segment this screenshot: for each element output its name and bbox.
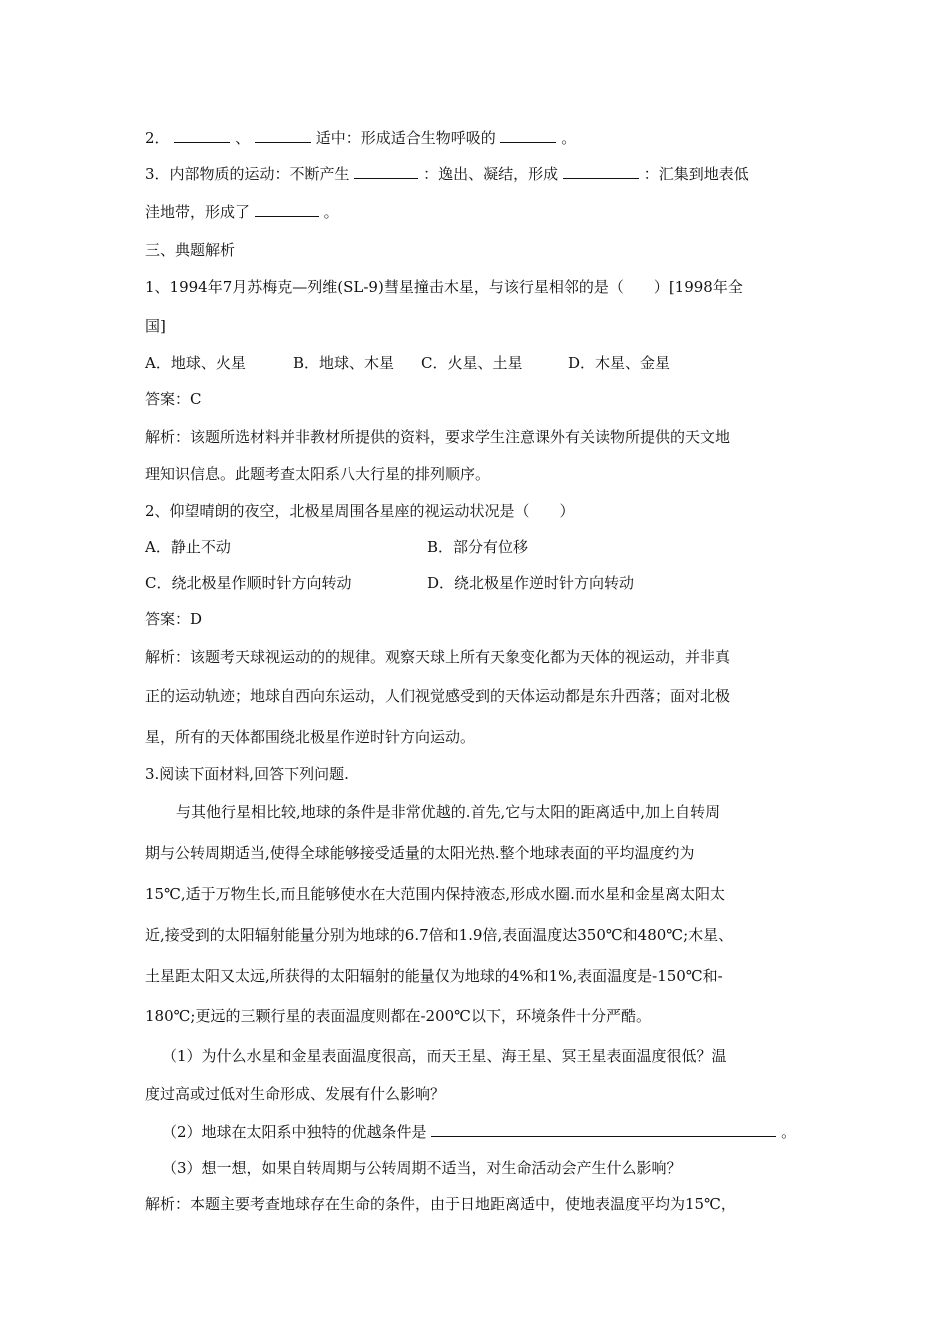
q3-sub2 <box>162 1121 796 1142</box>
item-3-prefix: 3．内部物质的运动：不断产生 <box>145 165 350 183</box>
q3-analysis-line1: 解析：本题主要考查地球存在生命的条件，由于日地距离适中，使地表温度平均为15℃， <box>145 1195 736 1213</box>
q2-analysis-line3: 星，所有的天体都围绕北极星作逆时针方向运动。 <box>145 728 476 746</box>
q3-sub1-line2: 度过高或过低对生命形成、发展有什么影响？ <box>145 1085 446 1103</box>
fill-item-3-line2 <box>145 201 339 222</box>
q2-stem: 2、仰望晴朗的夜空，北极星周围各星座的视运动状况是（ ） <box>145 502 575 520</box>
item-2-prefix: 2． <box>145 129 170 147</box>
answer-blank[interactable] <box>174 127 230 143</box>
item-2-text: 适中：形成适合生物呼吸的 <box>315 129 496 147</box>
q2-option-c[interactable]: C．绕北极星作顺时针方向转动 <box>145 574 352 592</box>
q3-sub2-text: （2）地球在太阳系中独特的优越条件是 <box>162 1123 427 1141</box>
q2-option-a[interactable]: A．静止不动 <box>145 538 231 556</box>
answer-blank[interactable] <box>500 127 556 143</box>
q3-material-line: 期与公转周期适当,使得全球能够接受适量的太阳光热.整个地球表面的平均温度约为 <box>145 844 695 862</box>
fill-item-2 <box>145 127 576 148</box>
section-title: 三、典题解析 <box>145 241 236 259</box>
q3-sub3: （3）想一想，如果自转周期与公转周期不适当，对生命活动会产生什么影响？ <box>162 1159 682 1177</box>
q2-options-row2 <box>145 573 634 593</box>
answer-blank[interactable] <box>255 201 319 217</box>
item-3-line2-end: 。 <box>323 203 339 221</box>
q1-analysis-line1: 解析：该题所选材料并非教材所提供的资料，要求学生注意课外有关读物所提供的天文地 <box>145 428 731 446</box>
q1-stem-line2: 国] <box>145 317 166 335</box>
item-2-end: 。 <box>561 129 577 147</box>
q1-answer: 答案：C <box>145 390 202 408</box>
q3-material-line: 180℃;更远的三颗行星的表面温度则都在-200℃以下，环境条件十分严酷。 <box>145 1007 651 1025</box>
q1-stem-line1: 1、1994年7月苏梅克—列维(SL-9)彗星撞击木星，与该行星相邻的是（ ）[1998年全 <box>145 278 743 296</box>
q1-option-d[interactable]: D．木星、金星 <box>568 354 671 372</box>
answer-blank[interactable] <box>354 163 418 179</box>
fill-item-3-line1 <box>145 163 749 184</box>
q3-sub2-end: 。 <box>781 1123 797 1141</box>
answer-blank[interactable] <box>563 163 639 179</box>
q3-material-line: 与其他行星相比较,地球的条件是非常优越的.首先,它与太阳的距离适中,加上自转周 <box>176 803 721 821</box>
q2-options-row1 <box>145 537 528 557</box>
q1-option-a[interactable]: A．地球、火星 <box>145 354 246 372</box>
q3-material-line: 15℃,适于万物生长,而且能够使水在大范围内保持液态,形成水圈.而水星和金星离太阳太 <box>145 885 725 903</box>
q3-sub1-line1: （1）为什么水星和金星表面温度很高，而天王星、海王星、冥王星表面温度很低？温 <box>162 1047 727 1065</box>
item-3-mid2: ：汇集到地表低 <box>643 165 749 183</box>
q1-options <box>145 353 670 373</box>
q1-analysis-line2: 理知识信息。此题考查太阳系八大行星的排列顺序。 <box>145 465 491 483</box>
q2-answer: 答案：D <box>145 610 203 628</box>
q2-option-b[interactable]: B．部分有位移 <box>427 538 529 556</box>
q3-material-line: 土星距太阳又太远,所获得的太阳辐射的能量仅为地球的4%和1%,表面温度是-150℃和- <box>145 967 723 985</box>
q1-option-c[interactable]: C．火星、土星 <box>421 354 523 372</box>
answer-blank[interactable] <box>431 1121 776 1137</box>
q3-stem: 3.阅读下面材料,回答下列问题. <box>145 765 349 783</box>
item-2-separator: 、 <box>235 129 251 147</box>
item-3-line2-prefix: 洼地带，形成了 <box>145 203 251 221</box>
q2-analysis-line1: 解析：该题考天球视运动的的规律。观察天球上所有天象变化都为天体的视运动，并非真 <box>145 648 731 666</box>
q2-analysis-line2: 正的运动轨迹；地球自西向东运动，人们视觉感受到的天体运动都是东升西落；面对北极 <box>145 687 731 705</box>
answer-blank[interactable] <box>255 127 311 143</box>
q3-material-line: 近,接受到的太阳辐射能量分别为地球的6.7倍和1.9倍,表面温度达350℃和480℃;木星、 <box>145 926 734 944</box>
item-3-mid1: ：逸出、凝结，形成 <box>423 165 559 183</box>
q1-option-b[interactable]: B．地球、木星 <box>293 354 395 372</box>
q2-option-d[interactable]: D．绕北极星作逆时针方向转动 <box>427 574 635 592</box>
